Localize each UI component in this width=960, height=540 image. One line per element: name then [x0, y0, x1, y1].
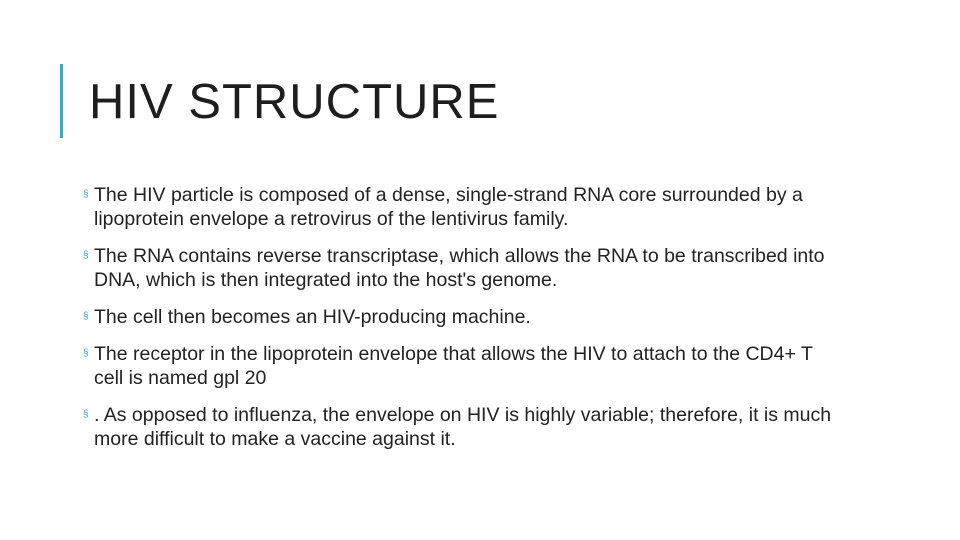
bullet-marker-icon: § — [83, 311, 89, 322]
bullet-item — [83, 183, 846, 231]
bullet-text: The HIV particle is composed of a dense, single-strand RNA core surrounded by a lipoprotein envelope a retrovirus of the lentivirus family. — [94, 184, 803, 230]
bullet-item — [83, 305, 846, 329]
title-accent-bar — [60, 64, 63, 138]
bullet-list — [83, 183, 846, 464]
bullet-item — [83, 403, 846, 451]
bullet-marker-icon: § — [83, 250, 89, 261]
bullet-text: The receptor in the lipoprotein envelope that allows the HIV to attach to the CD4+ T cell is named gpl 20 — [94, 343, 813, 389]
bullet-item — [83, 244, 846, 292]
bullet-text: The RNA contains reverse transcriptase, which allows the RNA to be transcribed into DNA, which is then integrated into the host's genome. — [94, 245, 825, 291]
bullet-text: . As opposed to influenza, the envelope on HIV is highly variable; therefore, it is much more difficult to make a vaccine against it. — [94, 404, 832, 450]
bullet-marker-icon: § — [83, 348, 89, 359]
bullet-text: The cell then becomes an HIV-producing machine. — [94, 306, 531, 328]
bullet-marker-icon: § — [83, 409, 89, 420]
slide-title: HIV STRUCTURE — [89, 75, 500, 129]
bullet-item — [83, 342, 846, 390]
bullet-marker-icon: § — [83, 189, 89, 200]
